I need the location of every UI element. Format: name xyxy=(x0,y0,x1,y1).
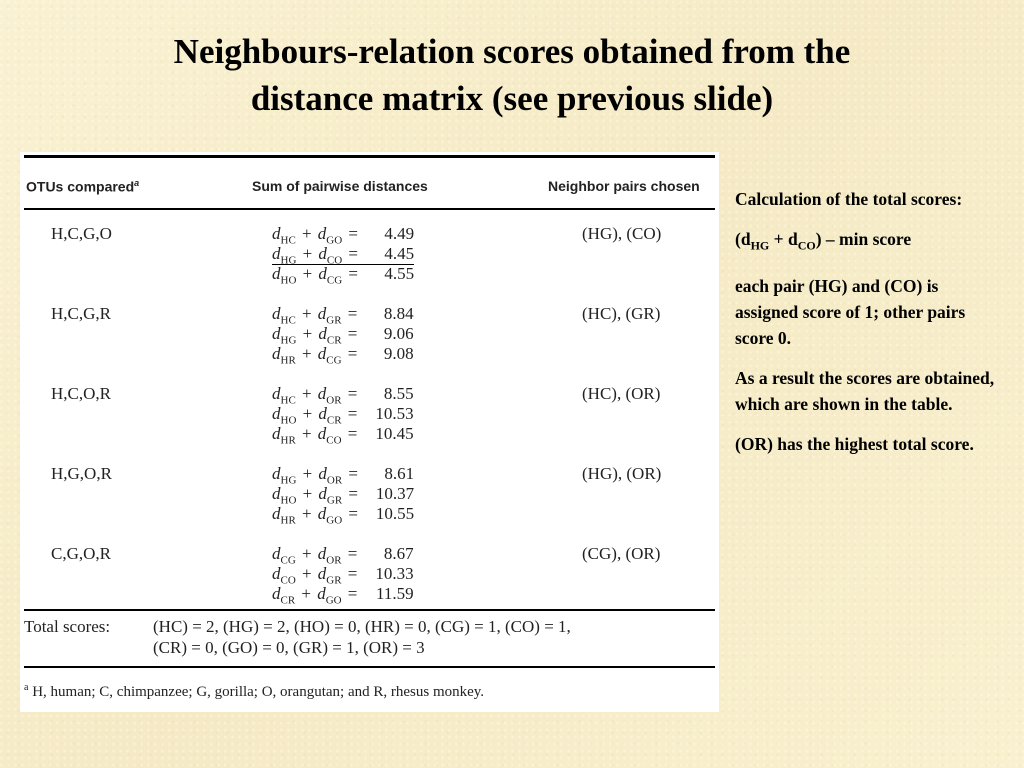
total-scores-line-1: (HC) = 2, (HG) = 2, (HO) = 0, (HR) = 0, (CG) = 1, (CO) = 1, xyxy=(153,617,571,636)
distance-symbol: d xyxy=(272,464,281,483)
distance-symbol: d xyxy=(272,424,281,443)
table-group xyxy=(20,224,719,294)
table-bottom-rule xyxy=(24,666,715,668)
footnote-mark: a xyxy=(24,682,29,693)
distance-sum-row xyxy=(272,224,415,247)
distance-pair-b: CO xyxy=(326,254,343,267)
distance-sum-value: 8.84 xyxy=(383,304,414,323)
distance-symbol: d xyxy=(272,484,281,503)
distance-pair-a: CO xyxy=(280,574,296,587)
distance-pair-a: HC xyxy=(280,314,296,327)
distance-sum-value: 9.06 xyxy=(383,324,414,343)
equals-sign: = xyxy=(347,424,358,443)
distance-pair-b: CR xyxy=(326,414,342,427)
distance-sum-row xyxy=(272,504,415,527)
otus-compared-cell: H,C,G,O xyxy=(51,224,112,243)
distance-sum-value: 9.08 xyxy=(383,344,414,363)
distance-symbol: d xyxy=(317,564,327,583)
otus-compared-cell: H,C,G,R xyxy=(51,304,111,323)
header-neighbor-pairs: Neighbor pairs chosen xyxy=(548,178,700,194)
distance-sum-value: 8.67 xyxy=(383,544,414,563)
distance-sum-row xyxy=(272,464,415,487)
distance-pair-b: GO xyxy=(325,594,342,607)
scores-table xyxy=(20,152,719,712)
equals-sign: = xyxy=(347,544,358,563)
distance-pair-b: CG xyxy=(326,354,342,367)
equals-sign: = xyxy=(347,384,358,403)
distance-sum-row xyxy=(272,484,415,507)
distance-pair-b: CR xyxy=(326,334,342,347)
distance-symbol: d xyxy=(272,544,281,563)
distance-pair-a: HC xyxy=(280,234,296,247)
plus-sign: + xyxy=(301,424,312,443)
distance-pair-b: GR xyxy=(326,314,342,327)
plus-sign: + xyxy=(301,224,312,243)
table-group xyxy=(20,544,719,614)
equals-sign: = xyxy=(348,484,358,503)
distance-pair-a: HO xyxy=(280,494,297,507)
distance-pair-a: CR xyxy=(280,594,296,607)
distance-sum-value: 4.45 xyxy=(384,244,415,263)
distance-symbol: d xyxy=(317,504,327,523)
equals-sign: = xyxy=(348,244,358,263)
distance-symbol: d xyxy=(272,384,281,403)
explanation-p4: As a result the scores are obtained, which are shown in the table. xyxy=(735,367,995,414)
distance-pair-b: OR xyxy=(326,554,342,567)
distance-symbol: d xyxy=(272,404,281,423)
distance-symbol: d xyxy=(317,584,326,603)
distance-symbol: d xyxy=(317,224,327,243)
header-footnote-mark: a xyxy=(134,178,140,188)
distance-sum-row xyxy=(272,304,414,327)
equals-sign: = xyxy=(347,404,358,423)
otus-compared-cell: H,C,O,R xyxy=(51,384,111,403)
distance-sum-row xyxy=(272,264,415,287)
plus-sign: + xyxy=(301,544,312,563)
distance-pair-b: GO xyxy=(326,514,343,527)
distance-pair-a: HG xyxy=(280,254,297,267)
distance-sum-row xyxy=(272,584,414,607)
distance-sum-value: 8.61 xyxy=(384,464,415,483)
distance-symbol: d xyxy=(318,324,327,343)
plus-sign: + xyxy=(301,504,312,523)
plus-sign: + xyxy=(301,344,312,363)
footnote-text: H, human; C, chimpanzee; G, gorilla; O, orangutan; and R, rhesus monkey. xyxy=(32,684,485,700)
distance-symbol: d xyxy=(272,584,281,603)
distance-symbol: d xyxy=(317,344,327,363)
distance-sum-row xyxy=(272,344,414,367)
neighbor-pairs-cell: (HC), (GR) xyxy=(582,304,661,323)
equals-sign: = xyxy=(347,344,358,363)
plus-sign: + xyxy=(302,464,313,483)
distance-sum-value: 10.55 xyxy=(375,504,415,523)
distance-pair-a: HO xyxy=(280,274,297,287)
distance-sum-row xyxy=(272,544,414,567)
plus-sign: + xyxy=(301,584,311,603)
plus-sign: + xyxy=(302,404,313,423)
distance-sum-value: 10.53 xyxy=(375,404,414,423)
header-otus-compared: OTUs compared$^a$ xyxy=(26,178,140,195)
header-sum-of-distances: Sum of pairwise distances xyxy=(252,178,428,194)
table-group xyxy=(20,304,719,374)
total-scores-label: Total scores: xyxy=(24,617,111,636)
distance-pair-a: HR xyxy=(280,354,296,367)
plus-sign: + xyxy=(302,484,313,503)
distance-sum-value: 10.37 xyxy=(375,484,415,503)
explanation-p2: $(d_{HG} + d_{CO}) - \min$ score xyxy=(735,229,912,253)
slide-title-line-1: Neighbours-relation scores obtained from the xyxy=(173,32,851,71)
distance-sum-value: 8.55 xyxy=(383,384,414,403)
neighbor-pairs-cell: (HG), (CO) xyxy=(582,224,662,243)
distance-sum-row xyxy=(272,324,414,347)
distance-pair-b: GO xyxy=(326,234,343,247)
distance-symbol: d xyxy=(318,244,327,263)
distance-pair-b: OR xyxy=(326,474,343,487)
distance-pair-a: HG xyxy=(280,334,297,347)
distance-pair-b: OR xyxy=(326,394,342,407)
otus-compared-cell: H,G,O,R xyxy=(51,464,112,483)
distance-symbol: d xyxy=(318,264,327,283)
neighbor-pairs-cell: (HC), (OR) xyxy=(582,384,661,403)
table-header-rule xyxy=(24,208,715,210)
distance-pair-a: HO xyxy=(280,414,297,427)
distance-pair-a: HC xyxy=(280,394,296,407)
distance-pair-a: HR xyxy=(280,514,296,527)
distance-sum-value: 10.33 xyxy=(375,564,414,583)
distance-symbol: d xyxy=(272,324,281,343)
distance-symbol: d xyxy=(272,304,281,323)
equals-sign: = xyxy=(347,304,358,323)
plus-sign: + xyxy=(301,564,312,583)
distance-sum-value: 4.55 xyxy=(384,264,415,283)
distance-symbol: d xyxy=(318,484,327,503)
distance-sum-row xyxy=(272,564,414,587)
equals-sign: = xyxy=(348,264,358,283)
equals-sign: = xyxy=(347,584,358,603)
explanation-p3: each pair (HG) and (CO) is assigned score of 1; other pairs score 0. xyxy=(735,275,966,348)
equals-sign: = xyxy=(347,324,358,343)
plus-sign: + xyxy=(302,324,313,343)
distance-pair-a: HR xyxy=(280,434,296,447)
distance-symbol: d xyxy=(317,424,327,443)
plus-sign: + xyxy=(302,244,313,263)
plus-sign: + xyxy=(301,304,312,323)
distance-symbol: d xyxy=(318,464,327,483)
plus-sign: + xyxy=(301,384,312,403)
equals-sign: = xyxy=(348,504,358,523)
distance-sum-value: 4.49 xyxy=(384,224,415,243)
distance-pair-b: GR xyxy=(326,574,342,587)
equals-sign: = xyxy=(348,464,358,483)
explanation-p5: (OR) has the highest total score. xyxy=(735,433,974,454)
otus-compared-cell: C,G,O,R xyxy=(51,544,111,563)
distance-sum-value: 10.45 xyxy=(375,424,414,443)
distance-symbol: d xyxy=(317,384,327,403)
explanation-p1: Calculation of the total scores: xyxy=(735,189,963,209)
distance-pair-b: CG xyxy=(326,274,343,287)
distance-symbol: d xyxy=(272,564,281,583)
total-scores-line-2: (CR) = 0, (GO) = 0, (GR) = 1, (OR) = 3 xyxy=(153,638,425,657)
explanation-panel xyxy=(735,186,1005,471)
table-group xyxy=(20,384,719,454)
distance-symbol: d xyxy=(318,404,327,423)
equals-sign: = xyxy=(347,564,358,583)
distance-sum-row xyxy=(272,404,414,427)
table-group xyxy=(20,464,719,534)
distance-sum-row xyxy=(272,384,414,407)
equals-sign: = xyxy=(348,224,358,243)
distance-symbol: d xyxy=(272,344,281,363)
distance-pair-a: CG xyxy=(280,554,296,567)
distance-sum-value: 11.59 xyxy=(375,584,414,603)
table-totals-rule xyxy=(24,609,715,611)
distance-symbol: d xyxy=(272,224,281,243)
slide-title xyxy=(60,28,964,122)
distance-symbol: d xyxy=(272,264,281,283)
distance-pair-b: CO xyxy=(326,434,342,447)
distance-pair-b: GR xyxy=(326,494,343,507)
distance-sum-row xyxy=(272,424,414,447)
distance-sum-row xyxy=(272,244,414,265)
distance-symbol: d xyxy=(272,244,281,263)
slide-title-line-2: distance matrix (see previous slide) xyxy=(250,79,774,118)
table-footnote xyxy=(24,682,484,701)
plus-sign: + xyxy=(302,264,313,283)
distance-pair-a: HG xyxy=(280,474,297,487)
distance-symbol: d xyxy=(317,304,327,323)
neighbor-pairs-cell: (CG), (OR) xyxy=(582,544,661,563)
distance-symbol: d xyxy=(317,544,327,563)
distance-symbol: d xyxy=(272,504,281,523)
neighbor-pairs-cell: (HG), (OR) xyxy=(582,464,662,483)
table-top-rule xyxy=(24,155,715,158)
